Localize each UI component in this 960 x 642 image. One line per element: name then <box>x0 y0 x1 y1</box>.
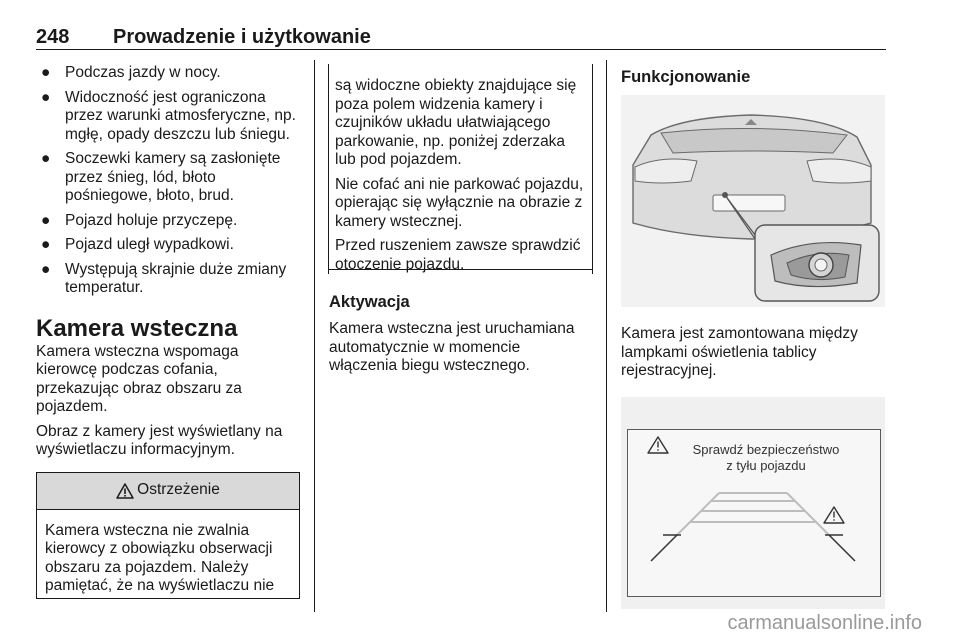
watermark: carmanualsonline.info <box>727 612 922 634</box>
list-item: ● Występują skrajnie duże zmiany temperatur. <box>41 260 287 296</box>
column-divider-1 <box>314 60 315 612</box>
display-message-line-1: Sprawdź bezpieczeństwo <box>692 441 840 457</box>
display-paragraph: Obraz z kamery jest wyświetlany na wyświetlaczu informacyjnym. <box>36 422 283 458</box>
warning-continued-box <box>329 77 592 273</box>
display-message-line-2: z tyłu pojazdu <box>726 457 806 473</box>
camera-location-illustration <box>621 95 885 307</box>
warning-continued-2: Nie cofać ani nie parkować pojazdu, opierając się wyłącznie na obrazie z kamery wstecznej. <box>335 175 584 230</box>
column-divider-2 <box>606 60 607 612</box>
function-heading: Funkcjonowanie <box>621 68 751 86</box>
list-item: ● Podczas jazdy w nocy. <box>41 64 221 81</box>
activation-heading: Aktywacja <box>329 293 410 311</box>
left-column <box>36 64 300 599</box>
warning-header <box>37 473 299 510</box>
activation-paragraph: Kamera wsteczna jest uruchamiana automatycznie w momencie włączenia biegu wstecznego. <box>329 320 575 374</box>
right-column <box>621 67 887 609</box>
page-title: Prowadzenie i użytkowanie <box>113 26 371 48</box>
condition-list <box>36 64 300 298</box>
intro-paragraph: Kamera wsteczna wspomaga kierowcę podczas cofania, przekazując obraz obszaru za pojazdem. <box>36 342 242 415</box>
list-item: ● Soczewki kamery są zasłonięte przez śnieg, lód, błoto pośniegowe, błoto, brud. <box>41 150 281 204</box>
list-item: ● Widoczność jest ograniczona przez warunki atmosferyczne, np. mgłę, opady deszczu lub śniegu. <box>41 88 296 143</box>
header-rule <box>36 49 886 50</box>
display-message <box>681 442 851 474</box>
camera-location-paragraph: Kamera jest zamontowana między lampkami oświetlenia tablicy rejestracyjnej. <box>621 325 858 379</box>
warning-text: Kamera wsteczna nie zwalnia kierowcy z obowiązku obserwacji obszaru za pojazdem. Należy pamiętać, że na wyświetlaczu nie <box>45 521 275 594</box>
section-title: Kamera wsteczna <box>36 314 238 342</box>
list-item: ● Pojazd holuje przyczepę. <box>41 211 238 229</box>
display-guidelines <box>621 397 885 609</box>
list-item: ● Pojazd uległ wypadkowi. <box>41 236 234 253</box>
warning-continued-3: Przed ruszeniem zawsze sprawdzić otoczenie pojazdu. <box>335 237 581 273</box>
camera-display-illustration <box>621 397 885 609</box>
warning-continued-1: są widoczne obiekty znajdujące się poza polem widzenia kamery i czujników układu ułatwiającego parkowanie, np. poniżej zderzaka lub pod pojazdem. <box>335 77 577 168</box>
warning-heading: Ostrzeżenie <box>137 481 220 499</box>
box-right-edge <box>592 64 593 274</box>
middle-column <box>329 77 592 382</box>
warning-triangle-icon <box>116 483 134 499</box>
page-number: 248 <box>36 26 70 48</box>
warning-box <box>36 472 300 599</box>
